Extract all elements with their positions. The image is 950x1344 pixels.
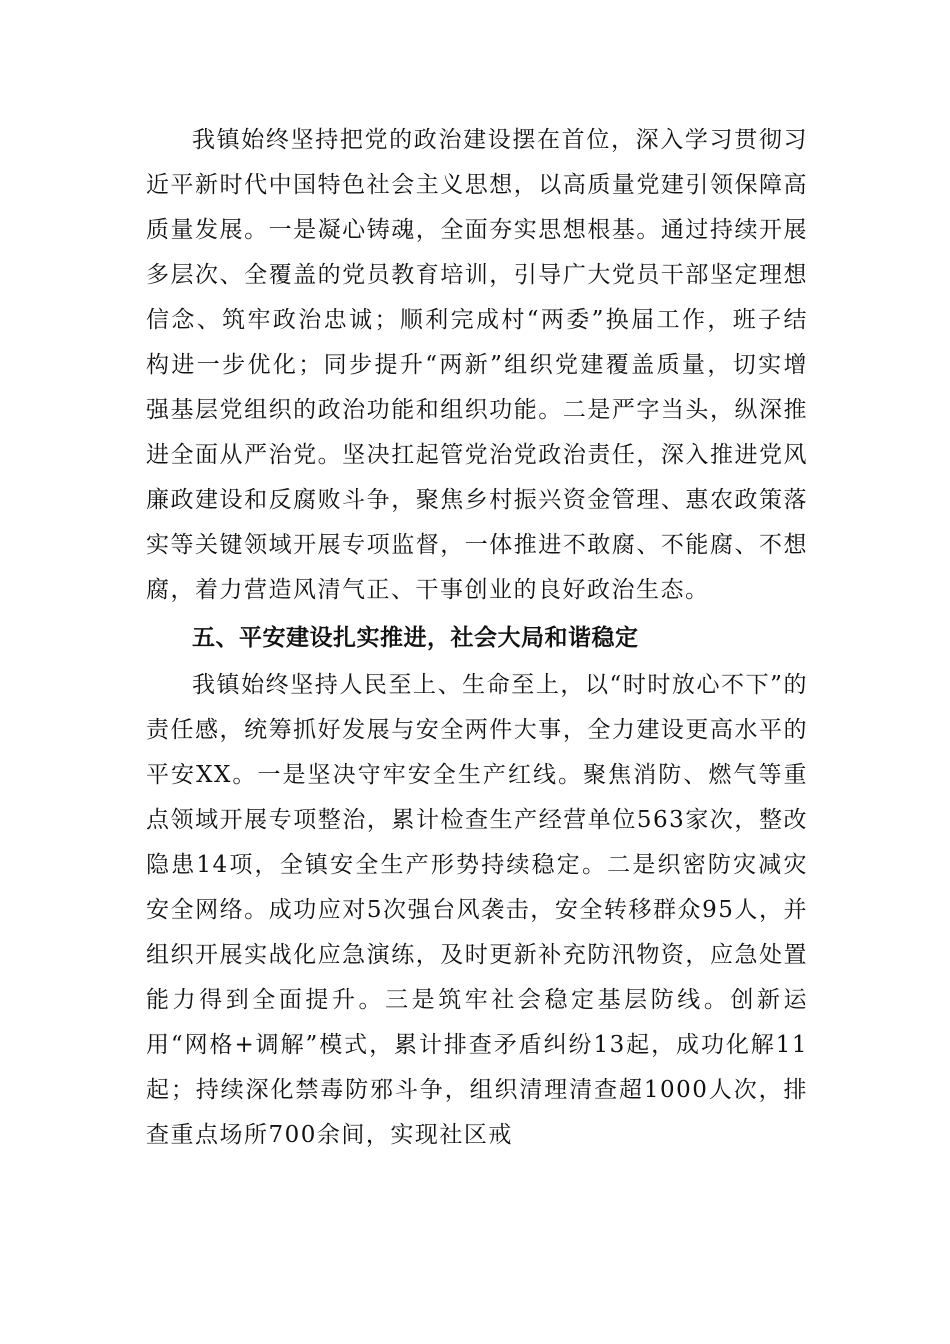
section-heading: 五、平安建设扎实推进，社会大局和谐稳定 bbox=[192, 625, 639, 651]
paragraph-party-building: 我镇始终坚持把党的政治建设摆在首位，深入学习贯彻习近平新时代中国特色社会主义思想，以高质量党建引领保障高质量发展。一是凝心铸魂，全面夯实思想根基。通过持续开展多层次、全覆盖的党员教育培训，引导广大党员干部坚定理想信念、筑牢政治忠诚；顺利完成村“两委”换届工作，班子结构进一步优化；同步提升“两新”组织党建覆盖质量，切实增强基层党组织的政治功能和组织功能。二是严字当头，纵深推进全面从严治党。坚决扛起管党治党政治责任，深入推进党风廉政建设和反腐败斗争，聚焦乡村振兴资金管理、惠农政策落实等关键领域开展专项监督，一体推进不敢腐、不能腐、不想腐，着力营造风清气正、干事创业的良好政治生态。 bbox=[146, 127, 808, 603]
document-body bbox=[146, 118, 808, 1158]
paragraph-safety-construction: 我镇始终坚持人民至上、生命至上，以“时时放心不下”的责任感，统筹抓好发展与安全两件大事，全力建设更高水平的平安XX。一是坚决守牢安全生产红线。聚焦消防、燃气等重点领域开展专项整治，累计检查生产经营单位563家次，整改隐患14项，全镇安全生产形势持续稳定。二是织密防灾减灾安全网络。成功应对5次强台风袭击，安全转移群众95人，并组织开展实战化应急演练，及时更新补充防汛物资，应急处置能力得到全面提升。三是筑牢社会稳定基层防线。创新运用“网格+调解”模式，累计排查矛盾纠纷13起，成功化解11起；持续深化禁毒防邪斗争，组织清理清查超1000人次，排查重点场所700余间，实现社区戒 bbox=[146, 672, 808, 1148]
